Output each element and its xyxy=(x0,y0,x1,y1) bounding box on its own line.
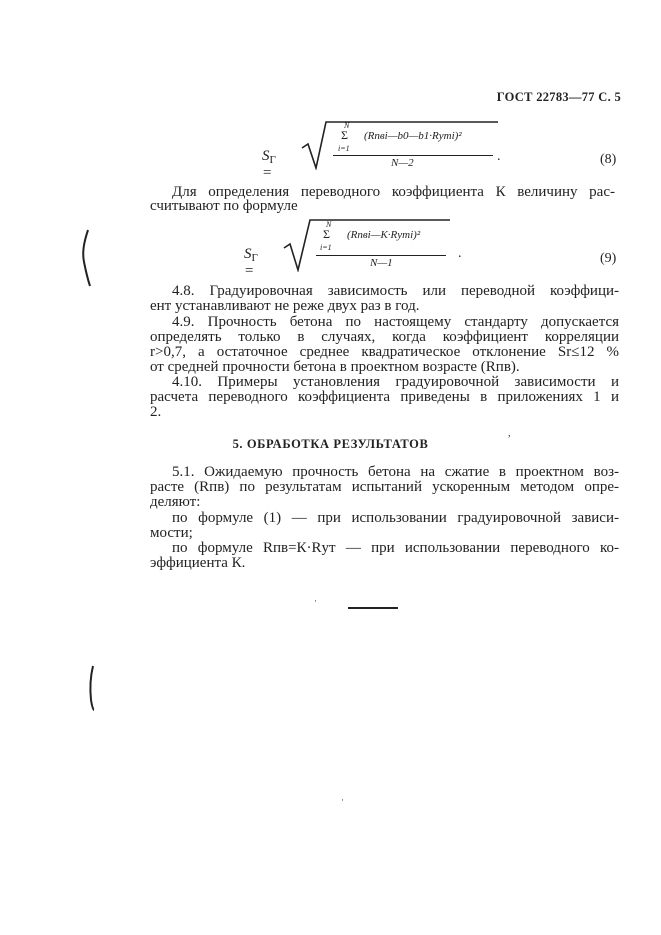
para51-line3: деляют: xyxy=(150,494,201,510)
para49-line3: r>0,7, а остаточное среднее квадратическое отклонение Sr≤12 % xyxy=(150,344,619,360)
formula-8-denominator: N—2 xyxy=(391,157,414,169)
para49-line1: 4.9. Прочность бетона по настоящему стандарту допускается xyxy=(172,314,619,330)
margin-mark-icon xyxy=(86,664,98,712)
scan-speck: · xyxy=(314,596,317,606)
equation-number-9: (9) xyxy=(600,251,617,266)
para410-line2: расчета переводного коэффициента приведены в приложениях 1 и xyxy=(150,389,619,405)
fraction-bar xyxy=(333,155,493,156)
formula-8-dot: . xyxy=(497,149,501,164)
equation-number-8: (8) xyxy=(600,152,617,167)
para48-line2: ент устанавливают не реже двух раз в год. xyxy=(150,298,420,314)
para51-line1: 5.1. Ожидаемую прочность бетона на сжатие в проектном воз- xyxy=(172,464,619,480)
formula-9-denominator: N—1 xyxy=(370,257,393,269)
sigma-lower-limit: i=1 xyxy=(320,243,332,252)
sigma-icon: Σ xyxy=(323,227,330,241)
para49-line2: определять только в случаях, когда коэффициент корреляции xyxy=(150,329,619,345)
para51-line7: эффициента К. xyxy=(150,555,246,571)
sigma-lower-limit: i=1 xyxy=(338,144,350,153)
closing-rule xyxy=(348,607,398,609)
para51-line5: мости; xyxy=(150,525,193,541)
formula-9-dot: . xyxy=(458,246,462,261)
para1-line1: Для определения переводного коэффициента К величину рас- xyxy=(172,184,615,200)
margin-mark-icon xyxy=(78,228,94,288)
sigma-icon: Σ xyxy=(341,128,348,142)
para51-line4: по формуле (1) — при использовании градуировочной зависи- xyxy=(172,510,619,526)
para51-line6: по формуле Rпв=К·Rут — при использовании переводного ко- xyxy=(172,540,619,556)
para410-line3: 2. xyxy=(150,404,162,420)
sigma-upper-limit: N xyxy=(326,220,332,229)
para51-line2: расте (Rпв) по результатам испытаний ускоренным методом опре- xyxy=(150,479,619,495)
para410-line1: 4.10. Примеры установления градуировочной зависимости и xyxy=(172,374,619,390)
para48-line1: 4.8. Градуировочная зависимость или переводной коэффици- xyxy=(172,283,619,299)
formula-9-numerator: (Rпвi—К·Rутi)² xyxy=(347,229,421,241)
para49-line4: от средней прочности бетона в проектном возрасте (Rпв). xyxy=(150,359,520,375)
page-header: ГОСТ 22783—77 С. 5 xyxy=(496,90,621,104)
para1-line2: считывают по формуле xyxy=(150,198,298,214)
scan-speck: · xyxy=(341,795,344,805)
section-title: 5. ОБРАБОТКА РЕЗУЛЬТАТОВ xyxy=(232,437,429,451)
formula-8-numerator: (Rпвi—b0—b1·Rутi)² xyxy=(364,130,462,142)
radical-sign-icon xyxy=(282,218,452,272)
sigma-upper-limit: N xyxy=(344,121,350,130)
formula-8-lhs: $S_Г$ = xyxy=(262,148,276,181)
formula-9-lhs: $S_Г$ = xyxy=(244,246,258,279)
fraction-bar xyxy=(316,255,446,256)
scan-speck: , xyxy=(508,428,511,439)
